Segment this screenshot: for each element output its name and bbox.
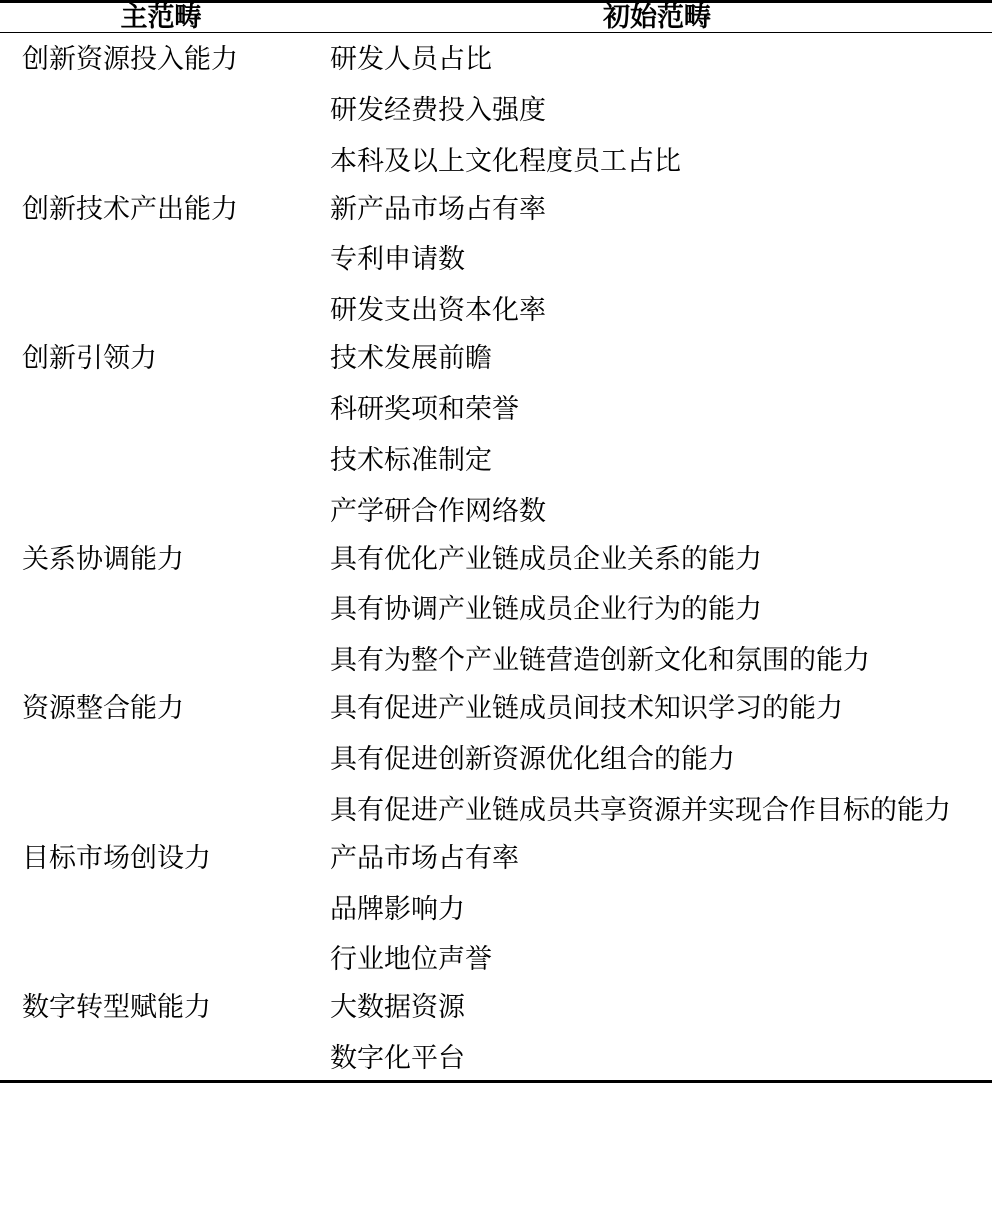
main-category-label: 目标市场创设力 — [22, 842, 211, 874]
table-row — [0, 682, 992, 832]
table-row — [0, 981, 992, 1081]
initial-category-item: 新产品市场占有率 — [330, 193, 546, 225]
initial-category-cell — [322, 33, 992, 183]
main-category-label: 资源整合能力 — [22, 693, 184, 725]
initial-category-item: 行业地位声誉 — [330, 944, 492, 976]
initial-category-item: 具有促进创新资源优化组合的能力 — [330, 744, 735, 776]
main-category-label: 数字转型赋能力 — [22, 992, 211, 1024]
initial-category-cell — [322, 981, 992, 1081]
initial-category-item: 技术标准制定 — [330, 444, 492, 476]
initial-category-item: 具有促进产业链成员间技术知识学习的能力 — [330, 693, 843, 725]
initial-category-item: 技术发展前瞻 — [330, 343, 492, 375]
header-initial-category: 初始范畴 — [603, 2, 711, 33]
header-main-category: 主范畴 — [120, 2, 202, 33]
table-row — [0, 533, 992, 683]
initial-category-item: 数字化平台 — [330, 1043, 465, 1075]
initial-category-item: 研发人员占比 — [330, 44, 492, 75]
initial-category-item: 具有为整个产业链营造创新文化和氛围的能力 — [330, 645, 870, 677]
table-row — [0, 832, 992, 982]
main-category-cell — [0, 183, 322, 333]
initial-category-item: 研发经费投入强度 — [330, 94, 546, 126]
initial-category-cell — [322, 832, 992, 982]
initial-category-item: 品牌影响力 — [330, 893, 465, 925]
initial-category-item: 产学研合作网络数 — [330, 495, 546, 527]
table-row — [0, 183, 992, 333]
main-category-cell — [0, 33, 322, 183]
initial-category-item: 研发支出资本化率 — [330, 295, 546, 327]
initial-category-item: 科研奖项和荣誉 — [330, 394, 519, 426]
main-category-cell — [0, 682, 322, 832]
table-row — [0, 332, 992, 532]
initial-category-item: 专利申请数 — [330, 244, 465, 276]
initial-category-item: 具有优化产业链成员企业关系的能力 — [330, 543, 762, 575]
main-category-cell — [0, 981, 322, 1081]
table-bottom-rule — [0, 1082, 992, 1084]
initial-category-item: 产品市场占有率 — [330, 842, 519, 874]
initial-category-cell — [322, 183, 992, 333]
main-category-cell — [0, 533, 322, 683]
main-category-label: 关系协调能力 — [22, 543, 184, 575]
initial-category-item: 本科及以上文化程度员工占比 — [330, 145, 681, 177]
main-category-label: 创新引领力 — [22, 343, 157, 375]
initial-category-item: 大数据资源 — [330, 992, 465, 1024]
initial-category-cell — [322, 682, 992, 832]
main-category-label: 创新技术产出能力 — [22, 193, 238, 225]
initial-category-cell — [322, 533, 992, 683]
main-category-cell — [0, 332, 322, 532]
initial-category-item: 具有促进产业链成员共享资源并实现合作目标的能力 — [330, 794, 951, 826]
table-row — [0, 33, 992, 183]
table-body — [0, 2, 992, 1084]
table-header-row — [0, 3, 992, 33]
initial-category-cell — [322, 332, 992, 532]
main-category-label: 创新资源投入能力 — [22, 44, 238, 75]
main-category-cell — [0, 832, 322, 982]
initial-category-item: 具有协调产业链成员企业行为的能力 — [330, 594, 762, 626]
